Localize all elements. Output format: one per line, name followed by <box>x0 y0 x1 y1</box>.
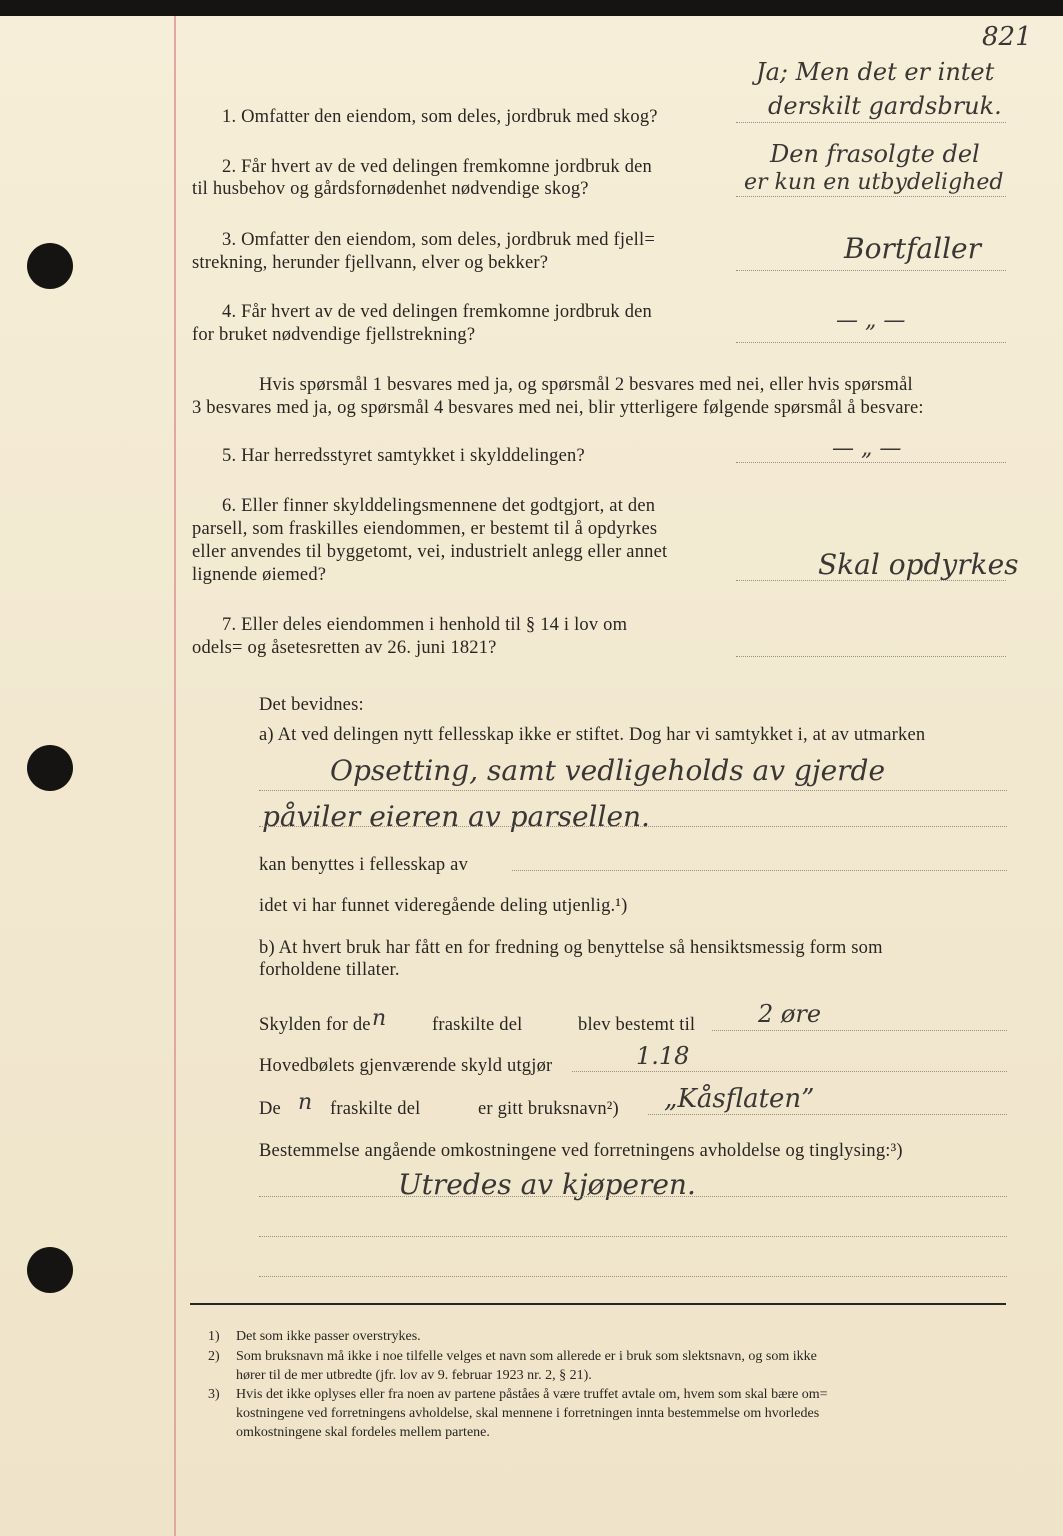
footnote-1-number: 1) <box>208 1329 220 1344</box>
skyld-label-a: Skylden for de <box>259 1015 371 1035</box>
skyld-label-b: fraskilte del <box>432 1015 523 1035</box>
punch-hole <box>27 745 73 791</box>
answer-line <box>736 342 1006 343</box>
question-2-line-1: 2. Får hvert av de ved delingen fremkomne jordbruk den <box>222 157 653 177</box>
footnote-rule <box>190 1303 1006 1305</box>
footnote-2-number: 2) <box>208 1349 220 1364</box>
shared-use-label: kan benyttes i fellesskap av <box>259 855 469 875</box>
answer-line <box>259 1236 1007 1237</box>
question-2-line-2: til husbehov og gårdsfornødenhet nødvendige skog? <box>192 179 589 199</box>
footnote-1-text: Det som ikke passer overstrykes. <box>236 1329 421 1344</box>
answer-line <box>572 1071 1007 1072</box>
answer-line <box>736 122 1006 123</box>
question-5: 5. Har herredsstyret samtykket i skylddelingen? <box>222 446 585 466</box>
answer-5: — „ — <box>832 436 902 461</box>
page-number: 821 <box>982 22 1032 52</box>
answer-1-line-2: derskilt gardsbruk. <box>768 92 1002 120</box>
name-hand-n: n <box>298 1090 313 1115</box>
certification-a-answer-2: påviler eieren av parsellen. <box>262 800 650 833</box>
question-3-line-2: strekning, herunder fjellvann, elver og bekker? <box>192 253 549 273</box>
answer-1-line-1: Ja; Men det er intet <box>756 58 995 86</box>
certification-a: a) At ved delingen nytt fellesskap ikke er stiftet. Dog har vi samtykket i, at av utmarken <box>259 725 926 745</box>
answer-line <box>259 1196 1007 1197</box>
question-6-line-1: 6. Eller finner skylddelingsmennene det godtgjort, at den <box>222 496 656 516</box>
condition-line-1: Hvis spørsmål 1 besvares med ja, og spørsmål 2 besvares med nei, eller hvis spørsmål <box>259 375 913 395</box>
certification-b-line-2: forholdene tillater. <box>259 960 400 980</box>
skyld-value: 2 øre <box>758 1000 822 1028</box>
answer-line <box>512 870 1007 871</box>
question-6-line-4: lignende øiemed? <box>192 565 327 585</box>
question-4-line-1: 4. Får hvert av de ved delingen fremkomne jordbruk den <box>222 302 653 322</box>
further-division: idet vi har funnet videregående deling utjenlig.¹) <box>259 896 628 916</box>
name-label-c: er gitt bruksnavn²) <box>478 1099 619 1119</box>
condition-line-2: 3 besvares med ja, og spørsmål 4 besvares med nei, blir ytterligere følgende spørsmål å besvare: <box>192 398 924 418</box>
answer-line <box>259 826 1007 827</box>
question-1: 1. Omfatter den eiendom, som deles, jordbruk med skog? <box>222 107 658 127</box>
question-4-line-2: for bruket nødvendige fjellstrekning? <box>192 325 476 345</box>
answer-line <box>736 656 1006 657</box>
question-6-line-2: parsell, som fraskilles eiendommen, er bestemt til å opdyrkes <box>192 519 658 539</box>
answer-3: Bortfaller <box>844 232 981 265</box>
answer-line <box>259 790 1007 791</box>
cost-value: Utredes av kjøperen. <box>398 1168 696 1201</box>
footnote-3-text-line-3: omkostningene skal fordeles mellem partene. <box>236 1425 490 1440</box>
footnote-2-text-line-1: Som bruksnavn må ikke i noe tilfelle velges et navn som allerede er i bruk som slektsnavn, og som ikke <box>236 1349 817 1364</box>
margin-line <box>174 16 176 1536</box>
answer-line <box>648 1114 1007 1115</box>
question-7-line-1: 7. Eller deles eiendommen i henhold til § 14 i lov om <box>222 615 628 635</box>
question-3-line-1: 3. Omfatter den eiendom, som deles, jordbruk med fjell= <box>222 230 655 250</box>
answer-line <box>736 196 1006 197</box>
main-skyld-value: 1.18 <box>636 1042 690 1070</box>
question-7-line-2: odels= og åsetesretten av 26. juni 1821? <box>192 638 497 658</box>
skyld-label-c: blev bestemt til <box>578 1015 696 1035</box>
punch-hole <box>27 243 73 289</box>
footnote-3-number: 3) <box>208 1387 220 1402</box>
question-6-line-3: eller anvendes til byggetomt, vei, industrielt anlegg eller annet <box>192 542 668 562</box>
brand-name-value: „Kåsflaten” <box>664 1084 815 1114</box>
cost-label: Bestemmelse angående omkostningene ved forretningens avholdelse og tinglysing:³) <box>259 1141 903 1161</box>
footnote-3-text-line-2: kostningene ved forretningens avholdelse, skal mennene i forretningen innta bestemmelse om hvorledes <box>236 1406 820 1421</box>
punch-hole <box>27 1247 73 1293</box>
answer-2-line-2: er kun en utbydelighed <box>744 170 1004 195</box>
certification-heading: Det bevidnes: <box>259 695 364 715</box>
certification-a-answer-1: Opsetting, samt vedligeholds av gjerde <box>330 754 886 787</box>
footnote-2-text-line-2: hører til de mer utbredte (jfr. lov av 9. februar 1923 nr. 2, § 21). <box>236 1368 592 1383</box>
answer-2-line-1: Den frasolgte del <box>770 140 980 168</box>
scan-top-edge <box>0 0 1063 16</box>
answer-line <box>736 462 1006 463</box>
certification-b-line-1: b) At hvert bruk har fått en for fredning og benyttelse så hensiktsmessig form som <box>259 938 883 958</box>
skyld-hand-n: n <box>372 1006 387 1031</box>
answer-line <box>712 1030 1007 1031</box>
name-label-b: fraskilte del <box>330 1099 421 1119</box>
footnote-3-text-line-1: Hvis det ikke oplyses eller fra noen av partene påståes å være truffet avtale om, hvem som skal bære om= <box>236 1387 828 1402</box>
main-skyld-label: Hovedbølets gjenværende skyld utgjør <box>259 1056 553 1076</box>
answer-6: Skal opdyrkes <box>818 548 1019 581</box>
answer-4: — „ — <box>836 308 906 333</box>
answer-line <box>259 1276 1007 1277</box>
name-label-a: De <box>259 1099 281 1119</box>
answer-line <box>736 270 1006 271</box>
